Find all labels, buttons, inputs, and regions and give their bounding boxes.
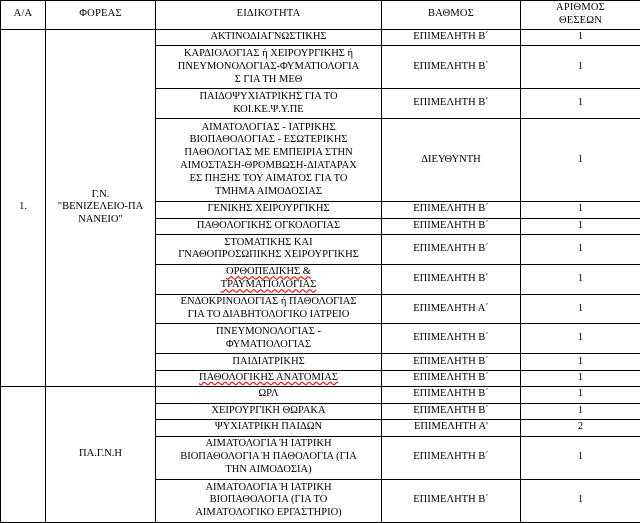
specialty-line: ΟΡΘΟΠΕΔΙΚΗΣ & (226, 266, 311, 278)
institution-line: Γ.Ν. (91, 188, 110, 200)
institution-line: ΝΑΝΕΙΟ" (78, 214, 123, 226)
specialty-line: ΚΑΡΔΙΟΛΟΓΙΑΣ ή ΧΕΙΡΟΥΡΓΙΚΗΣ ή (183, 47, 354, 59)
grade-cell: ΔΙΕΥΘΥΝΤΗ (382, 118, 521, 201)
specialty-line: Σ ΓΙΑ ΤΗ ΜΕΘ (234, 73, 303, 85)
specialty-cell (156, 235, 382, 265)
table-header (1, 1, 640, 30)
specialty-line: ΤΗΝ ΑΙΜΟΔΟΣΙΑ) (225, 463, 312, 475)
grade-cell: ΕΠΙΜΕΛΗΤΗ Β΄ (382, 324, 521, 354)
specialty-line: ΠΝΕΥΜΟΝΟΛΟΓΙΑΣ - (216, 326, 321, 338)
specialty-line: ΒΙΟΠΑΘΟΛΟΓΙΑ Ή ΠΑΘΟΛΟΓΙΑ (ΓΙΑ (180, 451, 357, 463)
specialty-line: ΠΑΙΔΟΨΥΧΙΑΤΡΙΚΗΣ ΓΙΑ ΤΟ (199, 90, 338, 102)
group-index-cell: 1. (1, 29, 46, 387)
specialty-line: ΑΙΜΑΤΟΛΟΓΙΑΣ - ΙΑΤΡΙΚΗΣ (201, 121, 336, 133)
specialty-line: ΧΕΙΡΟΥΡΓΙΚΗ ΘΩΡΑΚΑ (211, 404, 326, 416)
specialty-line: ΕΣ ΠΗΞΗΣ ΤΟΥ ΑΙΜΑΤΟΣ ΓΙΑ ΤΟ (189, 172, 348, 184)
specialty-line: ΑΙΜΑΤΟΛΟΓΙΑ Ή ΙΑΤΡΙΚΗ (205, 481, 332, 493)
positions-count-cell: 1 (521, 29, 640, 45)
positions-count-cell: 1 (521, 235, 640, 265)
group-index-cell (1, 387, 46, 523)
specialty-line: ΤΡΑΥΜΑΤΙΟΛΟΓΙΑΣ (220, 279, 317, 291)
specialty-line: ΩΡΛ (258, 388, 279, 400)
specialty-cell (156, 218, 382, 234)
specialty-cell (156, 89, 382, 119)
specialty-line: ΠΑΘΟΛΟΓΙΚΗΣ ΑΝΑΤΟΜΙΑΣ (199, 372, 338, 384)
institution-cell (46, 29, 156, 387)
positions-count-cell: 1 (521, 264, 640, 294)
specialty-line: ΦΥΜΑΤΙΟΛΟΓΙΑΣ (225, 338, 312, 350)
column-header-vathmos: ΒΑΘΜΟΣ (382, 1, 521, 30)
specialty-cell (156, 479, 382, 522)
specialty-line: ΑΙΜΑΤΟΛΟΓΙΑ Ή ΙΑΤΡΙΚΗ (205, 438, 332, 450)
positions-count-cell: 1 (521, 370, 640, 386)
table-body (1, 29, 640, 522)
specialty-cell (156, 370, 382, 386)
positions-count-cell: 1 (521, 46, 640, 89)
positions-count-cell: 1 (521, 118, 640, 201)
specialty-cell (156, 29, 382, 45)
positions-count-cell: 1 (521, 403, 640, 419)
specialty-cell (156, 294, 382, 324)
column-header-eidikotita: ΕΙΔΙΚΟΤΗΤΑ (156, 1, 382, 30)
specialty-cell (156, 420, 382, 436)
grade-cell: ΕΠΙΜΕΛΗΤΗ Β΄ (382, 403, 521, 419)
specialty-line: ΓΕΝΙΚΗΣ ΧΕΙΡΟΥΡΓΙΚΗΣ (207, 203, 330, 215)
specialty-line: ΓΝΑΘΟΠΡΟΣΩΠΙΚΗΣ ΧΕΙΡΟΥΡΓΙΚΗΣ (178, 249, 359, 261)
specialty-line: ΣΤΟΜΑΤΙΚΗΣ ΚΑΙ (224, 236, 313, 248)
grade-cell: ΕΠΙΜΕΛΗΤΗ Β΄ (382, 29, 521, 45)
specialty-line: ΓΙΑ ΤΟ ΔΙΑΒΗΤΟΛΟΓΙΚΟ ΙΑΤΡΕΙΟ (187, 309, 350, 321)
column-header-arithmos-theseon (521, 1, 640, 30)
positions-count-cell: 1 (521, 324, 640, 354)
specialty-line: ΚΟΙ.ΚΕ.Ψ.Υ.ΠΕ (233, 103, 304, 115)
grade-cell: ΕΠΙΜΕΛΗΤΗ Β΄ (382, 370, 521, 386)
specialty-cell (156, 324, 382, 354)
specialty-cell (156, 264, 382, 294)
grade-cell: ΕΠΙΜΕΛΗΤΗ Β΄ (382, 89, 521, 119)
grade-cell: ΕΠΙΜΕΛΗΤΗ Β΄ (382, 387, 521, 403)
specialty-cell (156, 354, 382, 370)
specialty-line: ΤΜΗΜΑ ΑΙΜΟΔΟΣΙΑΣ (215, 185, 322, 197)
specialty-cell (156, 436, 382, 479)
positions-count-cell: 1 (521, 479, 640, 522)
grade-cell: ΕΠΙΜΕΛΗΤΗ Β΄ (382, 46, 521, 89)
grade-cell: ΕΠΙΜΕΛΗΤΗ Α' (382, 420, 521, 436)
grade-cell: ΕΠΙΜΕΛΗΤΗ Β΄ (382, 202, 521, 218)
positions-count-cell: 1 (521, 202, 640, 218)
grade-cell: ΕΠΙΜΕΛΗΤΗ Β΄ (382, 218, 521, 234)
specialty-cell (156, 387, 382, 403)
positions-count-cell: 1 (521, 436, 640, 479)
grade-cell: ΕΠΙΜΕΛΗΤΗ Β΄ (382, 235, 521, 265)
grade-cell: ΕΠΙΜΕΛΗΤΗ Β΄ (382, 354, 521, 370)
positions-count-cell: 1 (521, 218, 640, 234)
specialty-line: ΑΙΜΟΣΤΑΣΗ-ΘΡΟΜΒΩΣΗ-ΔΙΑΤΑΡΑΧ (180, 160, 357, 172)
specialty-line: ΑΚΤΙΝΟΔΙΑΓΝΩΣΤΙΚΗΣ (210, 30, 327, 42)
specialty-line: ΕΝΔΟΚΡΙΝΟΛΟΓΙΑΣ ή ΠΑΘΟΛΟΓΙΑΣ (180, 296, 357, 308)
grade-cell: ΕΠΙΜΕΛΗΤΗ Β΄ (382, 479, 521, 522)
positions-count-cell: 1 (521, 294, 640, 324)
table-row (1, 29, 640, 45)
specialty-line: ΨΥΧΙΑΤΡΙΚΗ ΠΑΙΔΩΝ (214, 421, 323, 433)
grade-cell: ΕΠΙΜΕΛΗΤΗ Β΄ (382, 436, 521, 479)
specialty-cell (156, 46, 382, 89)
institution-line: ΠΑ.Γ.Ν.Η (78, 448, 122, 460)
table-row (1, 387, 640, 403)
positions-count-cell: 2 (521, 420, 640, 436)
positions-count-cell: 1 (521, 387, 640, 403)
specialty-line: ΠΑΘΟΛΟΓΙΚΗΣ ΟΓΚΟΛΟΓΙΑΣ (196, 219, 341, 231)
specialty-cell (156, 403, 382, 419)
specialty-line: ΠΑΙΔΙΑΤΡΙΚΗΣ (232, 355, 305, 367)
specialty-cell (156, 118, 382, 201)
institution-cell (46, 387, 156, 523)
arithmos-line2: ΘΕΣΕΩΝ (558, 14, 603, 26)
positions-count-cell: 1 (521, 354, 640, 370)
grade-cell: ΕΠΙΜΕΛΗΤΗ Β΄ (382, 264, 521, 294)
institution-line: "ΒΕΝΙΖΕΛΕΙΟ-ΠΑ (57, 201, 144, 213)
column-header-forea: ΦΟΡΕΑΣ (46, 1, 156, 30)
specialty-line: ΒΙΟΠΑΘΟΛΟΓΙΑ (ΓΙΑ ΤΟ (209, 494, 328, 506)
column-header-aa: Α/Α (1, 1, 46, 30)
specialty-cell (156, 202, 382, 218)
grade-cell: ΕΠΙΜΕΛΗΤΗ Α΄ (382, 294, 521, 324)
specialty-line: ΠΝΕΥΜΟΝΟΛΟΓΙΑΣ-ΦΥΜΑΤΙΟΛΟΓΙΑ (177, 60, 360, 72)
positions-count-cell: 1 (521, 89, 640, 119)
header-row (1, 1, 640, 30)
arithmos-line1: ΑΡΙΘΜΟΣ (556, 2, 605, 13)
specialty-line: ΑΙΜΑΤΟΛΟΓΙΚΟ ΕΡΓΑΣΤΗΡΙΟ) (195, 507, 342, 519)
specialty-line: ΠΑΘΟΛΟΓΙΑΣ ΜΕ ΕΜΠΕΙΡΙΑ ΣΤΗΝ (184, 147, 353, 159)
specialty-line: ΒΙΟΠΑΘΟΛΟΓΙΑΣ - ΕΣΩΤΕΡΙΚΗΣ (189, 134, 348, 146)
